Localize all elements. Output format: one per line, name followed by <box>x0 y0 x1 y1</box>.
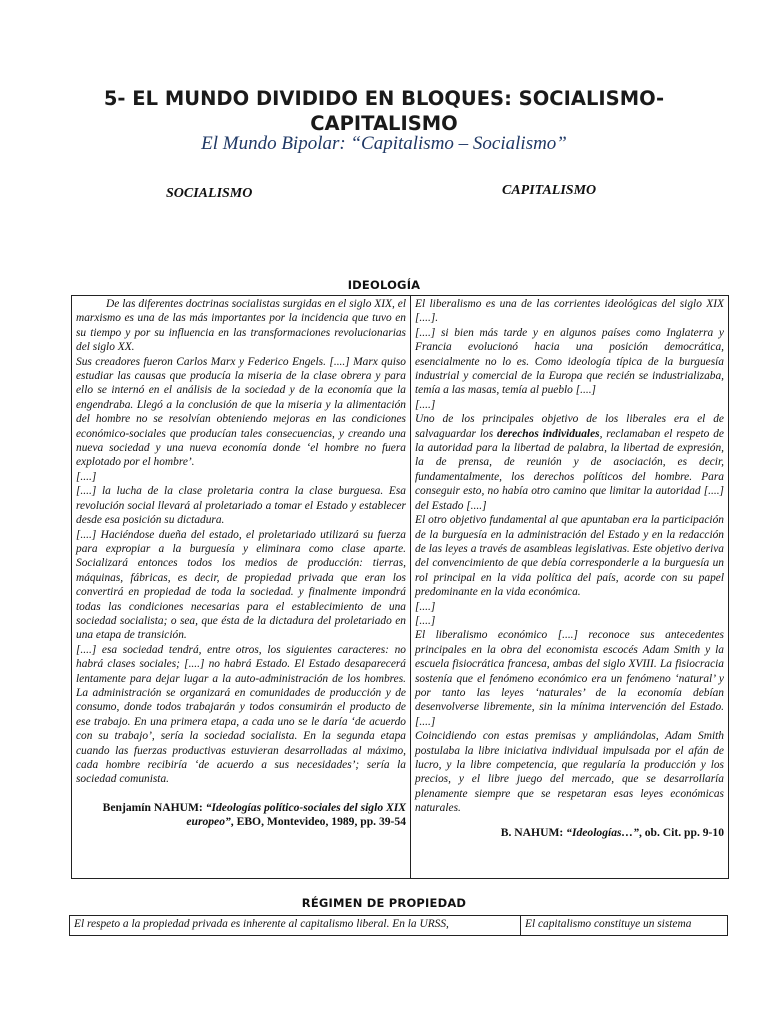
ideologia-right-paragraph: Uno de los principales objetivo de los liberales era el de salvaguardar los derechos individuales, reclamaban el respeto de la autoridad para la libertad de palabra, la libertad de expresión, la de prensa, de reunión y de asociación, es decir, fundamentalmente, los derechos políticos del hombre. Para conseguir esto, no había otro camino que limitar la autoridad [....] del Estado [....] <box>415 413 724 512</box>
citation-work: “Ideologías…” <box>566 825 639 839</box>
propiedad-capitalismo-cell: El capitalismo constituye un sistema <box>521 916 728 936</box>
ideologia-left-paragraph: [....] esa sociedad tendrá, entre otros, los siguientes caracteres: no habrá clases sociales; [....] no habrá Estado. El Estado desaparecerá lentamente para dejar lugar a la auto-administración de los hombres. La administración se organizará en comunidades de producción y de consumo, donde todos trabajarán y todos consumirán el producto de ese trabajo. En una primera etapa, a cada uno se le daría ‘de acuerdo con su trabajo’, sería la sociedad socialista. En la segunda etapa cuando las fuerzas productivas estuvieran desarrolladas al máximo, cada hombre recibiría ‘de acuerdo a sus necesidades’; sería la sociedad comunista. <box>76 643 406 786</box>
column-heading-capitalismo: CAPITALISMO <box>502 183 597 198</box>
citation-details: , ob. Cit. pp. 9-10 <box>638 825 724 839</box>
section-title-regimen-propiedad: RÉGIMEN DE PROPIEDAD <box>301 896 467 910</box>
ideologia-right-paragraph: Coincidiendo con estas premisas y ampliándolas, Adam Smith postulaba la libre iniciativa individual impulsada por el afán de lucro, y la libre competencia, que regularía la producción y los precios, y el libre juego del mercado, que se desarrollaría plenamente siempre que se respetaran esas leyes económicas naturales. <box>415 730 724 815</box>
citation-details: , EBO, Montevideo, 1989, pp. 39-54 <box>230 815 406 829</box>
ideologia-right-paragraph: [....] <box>415 614 436 627</box>
emphasis-text: derechos individuales <box>497 427 600 440</box>
column-heading-socialismo: SOCIALISMO <box>166 186 253 201</box>
ideologia-left-paragraph: De las diferentes doctrinas socialistas surgidas en el siglo XIX, el marxismo es una de las más importantes por la incidencia que tuvo en su tiempo y por su influencia en las transformaciones revolucionarias del siglo XX. <box>76 298 406 354</box>
ideologia-left-paragraph: [....] Haciéndose dueña del estado, el proletariado utilizará su fuerza para expropiar a la burguesía y eliminara como clase aparte. Socializará entonces todos los medios de producción: tierras, máquinas, fábricas, es decir, de propiedad privada que eran los convertirá en propiedad de toda la sociedad. y finalmente impondrá todas las condiciones necesarias para el establecimiento de una sociedad socialista; o sea, que ésta de la dictadura del proletariado en una etapa de transición. <box>76 528 406 642</box>
ideologia-socialismo-cell <box>72 296 411 879</box>
ideologia-left-citation <box>76 801 406 830</box>
ideologia-left-paragraph: Sus creadores fueron Carlos Marx y Federico Engels. [....] Marx quiso estudiar las causas que producía la miseria de la clase obrera y para ello se internó en el análisis de la sociedad y de la economía que la engendraba. Llegó a la conclusión de que la miseria y la alimentación del hombre no se resolvían obteniendo mejoras en las condiciones económico-sociales que producían tales consecuencias, y creando una nueva sociedad y una nueva economía donde ‘el hombre no fuera explotado por el hombre’. <box>76 355 406 469</box>
section-title-ideologia: IDEOLOGÍA <box>347 278 421 292</box>
propiedad-socialismo-cell: El respeto a la propiedad privada es inherente al capitalismo liberal. En la URSS, <box>70 916 521 936</box>
ideologia-right-paragraph: [....] <box>415 600 436 613</box>
citation-work: “Ideologías político-sociales del siglo XIX europeo” <box>186 800 406 829</box>
ideologia-left-paragraph: [....] <box>76 470 97 483</box>
citation-author: Benjamín NAHUM: <box>102 800 206 814</box>
ideologia-right-paragraph: [....] <box>415 398 436 411</box>
ideologia-left-paragraph: [....] la lucha de la clase proletaria contra la clase burguesa. Esa revolución social llevará al proletariado a tomar el Estado y establecer desde esa posición su dictadura. <box>76 485 406 527</box>
citation-author: B. NAHUM: <box>500 825 567 839</box>
page-title-line-2: CAPITALISMO <box>310 112 458 135</box>
page-title <box>60 86 708 136</box>
ideologia-table <box>71 295 729 879</box>
ideologia-right-paragraph: El liberalismo económico [....] reconoce sus antecedentes principales en la obra del economista escocés Adam Smith y la escuela fisiocrática francesa, ambas del siglo XVIII. La fisiocracia sostenía que el fenómeno económico era un fenómeno ‘natural’ y por tanto las leyes ‘naturales’ de la economía debían desenvolverse libremente, sin la mínima intervención del Estado. [....] <box>415 629 724 728</box>
page-subtitle: El Mundo Bipolar: “Capitalismo – Socialismo” <box>201 133 567 154</box>
ideologia-right-paragraph: El liberalismo es una de las corrientes ideológicas del siglo XIX [....]. <box>415 298 724 325</box>
page-title-line-1: 5- EL MUNDO DIVIDIDO EN BLOQUES: SOCIALISMO- <box>103 87 665 110</box>
ideologia-right-paragraph: [....] si bien más tarde y en algunos países como Inglaterra y Francia evolucionó hacia una posición democrática, esencialmente no lo es. Como ideología típica de la burguesía industrial y comercial de la Europa que recién se industrializaba, temía a las masas, temía al pueblo [....] <box>415 326 724 397</box>
propiedad-table <box>69 915 728 936</box>
ideologia-right-paragraph: El otro objetivo fundamental al que apuntaban era la participación de la burguesía en la administración del Estado y en la redacción de las leyes a través de asambleas legislativas. Este objetivo deriva del convencimiento de que debía corresponderle a la burguesía un rol principal en la vida política del país, acorde con su papel predominante en la vida económica. <box>415 514 724 599</box>
ideologia-capitalismo-cell <box>411 296 729 879</box>
ideologia-right-citation <box>415 826 724 840</box>
